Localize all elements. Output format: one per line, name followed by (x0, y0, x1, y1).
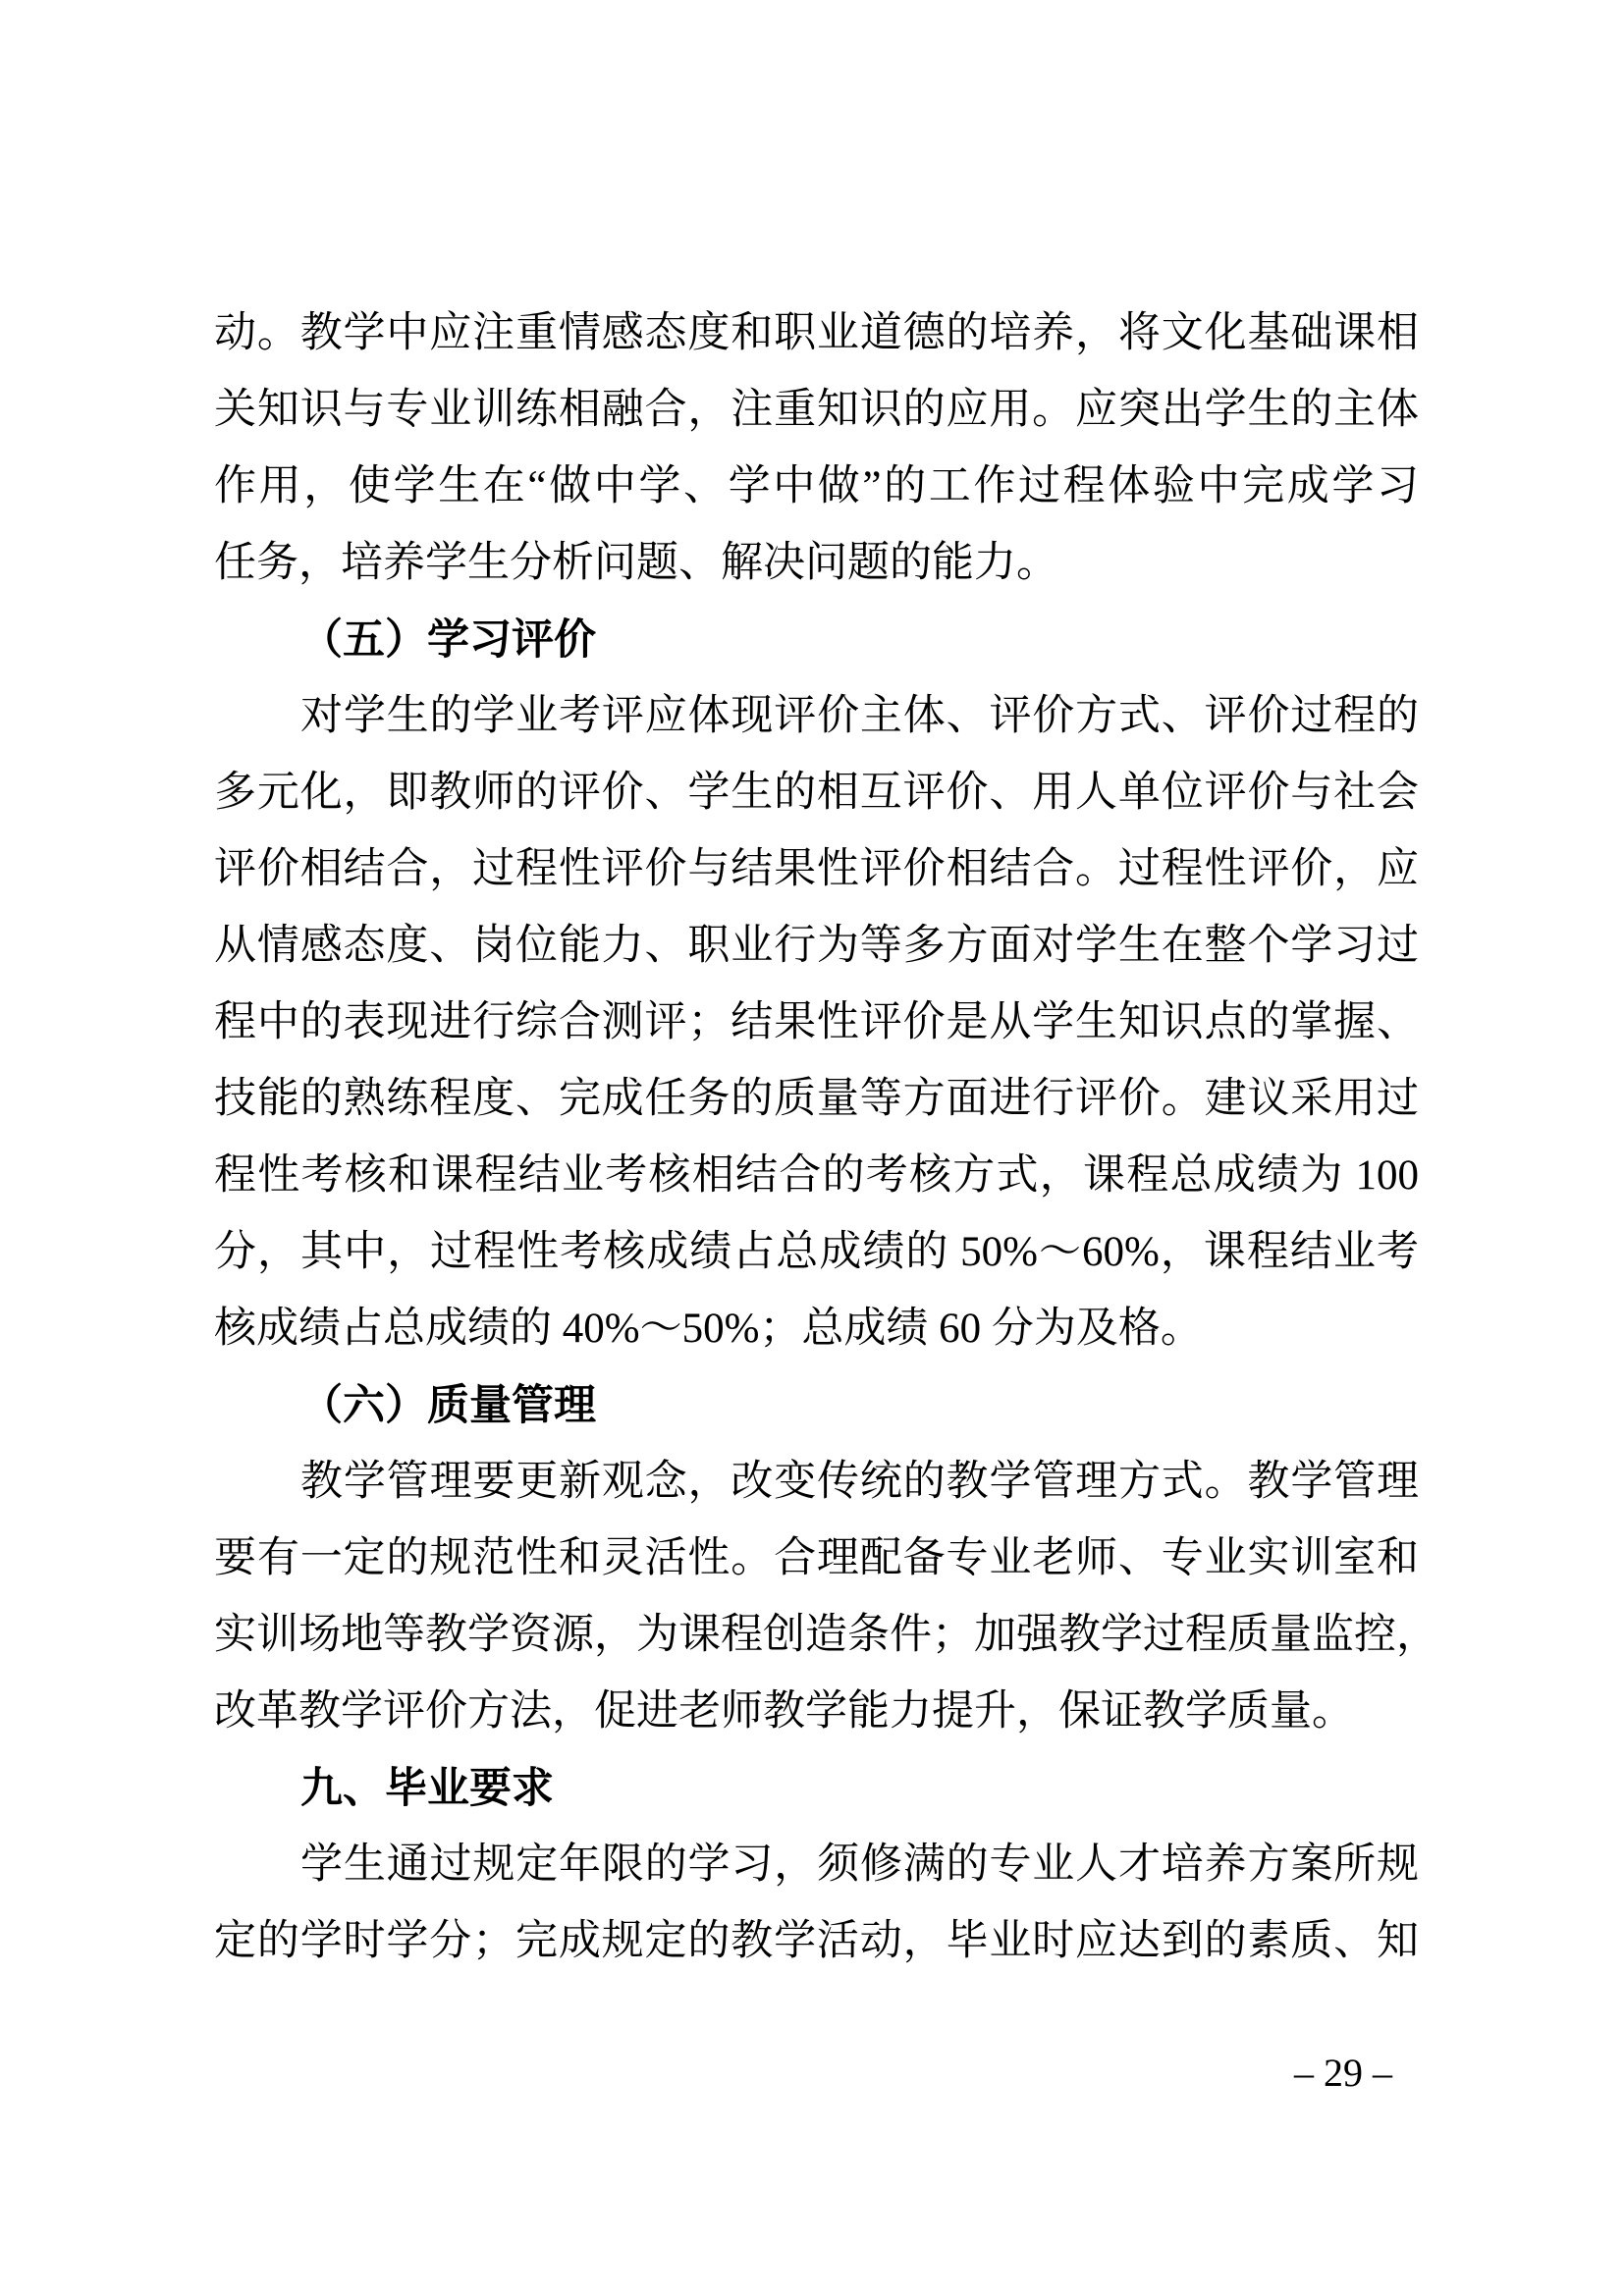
section-heading: 九、毕业要求 (300, 1765, 554, 1812)
text-line: 要有一定的规范性和灵活性。合理配备专业老师、专业实训室和 (214, 1535, 1419, 1581)
text-line: 程性考核和课程结业考核相结合的考核方式，课程总成绩为 100 (214, 1152, 1419, 1199)
section-heading: （六）质量管理 (300, 1382, 596, 1429)
text-line: 学生通过规定年限的学习，须修满的专业人才培养方案所规 (300, 1842, 1419, 1888)
text-line: 任务，培养学生分析问题、解决问题的能力。 (214, 540, 1058, 586)
text-line: 关知识与专业训练相融合，注重知识的应用。应突出学生的主体 (214, 387, 1419, 433)
text-line: 教学管理要更新观念，改变传统的教学管理方式。教学管理 (300, 1459, 1419, 1505)
section-heading: （五）学习评价 (300, 616, 596, 664)
text-line: 程中的表现进行综合测评；结果性评价是从学生知识点的掌握、 (214, 999, 1419, 1045)
text-line: 改革教学评价方法，促进老师教学能力提升，保证教学质量。 (214, 1688, 1354, 1735)
document-text-block (214, 295, 1438, 1980)
text-line: 实训场地等教学资源，为课程创造条件；加强教学过程质量监控， (214, 1612, 1438, 1658)
text-line: 多元化，即教师的评价、学生的相互评价、用人单位评价与社会 (214, 770, 1419, 816)
text-line: 分，其中，过程性考核成绩占总成绩的 50%～60%，课程结业考 (214, 1229, 1419, 1275)
text-line: 评价相结合，过程性评价与结果性评价相结合。过程性评价，应 (214, 846, 1419, 892)
text-line: 核成绩占总成绩的 40%～50%；总成绩 60 分为及格。 (214, 1306, 1203, 1352)
text-line: 动。教学中应注重情感态度和职业道德的培养，将文化基础课相 (214, 310, 1419, 356)
text-line: 从情感态度、岗位能力、职业行为等多方面对学生在整个学习过 (214, 923, 1419, 969)
text-line: 技能的熟练程度、完成任务的质量等方面进行评价。建议采用过 (214, 1076, 1419, 1122)
text-line: 对学生的学业考评应体现评价主体、评价方式、评价过程的 (300, 693, 1419, 739)
text-line: 定的学时学分；完成规定的教学活动，毕业时应达到的素质、知 (214, 1918, 1419, 1964)
text-line: 作用，使学生在“做中学、学中做”的工作过程体验中完成学习 (214, 463, 1419, 509)
page-number: – 29 – (1294, 2051, 1392, 2095)
